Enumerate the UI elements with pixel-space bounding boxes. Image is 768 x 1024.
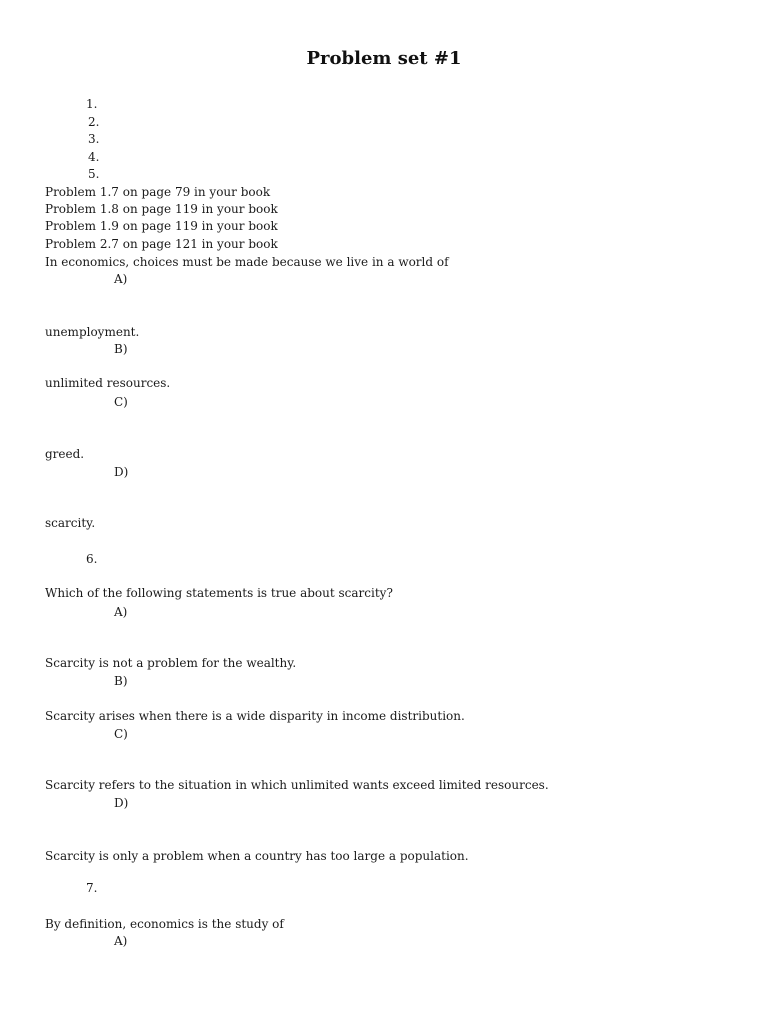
q6-option-c-text: Scarcity refers to the situation in which unlimited wants exceed limited resources. (45, 778, 549, 792)
question-7-text: By definition, economics is the study of (45, 917, 284, 931)
q6-option-a-label: A) (114, 605, 128, 619)
list-number-4: 4. (88, 150, 100, 164)
q6-option-d-text: Scarcity is only a problem when a country has too large a population. (45, 849, 469, 863)
page-title: Problem set #1 (306, 48, 462, 69)
list-number-3: 3. (88, 132, 100, 146)
q6-option-c-label: C) (114, 727, 128, 741)
q7-option-a-label: A) (114, 934, 128, 948)
question-5-text: In economics, choices must be made because we live in a world of (45, 255, 449, 269)
q6-option-b-label: B) (114, 674, 128, 688)
question-6-number: 6. (86, 552, 98, 566)
q6-option-b-text: Scarcity arises when there is a wide disparity in income distribution. (45, 709, 465, 723)
problem-line-4: Problem 2.7 on page 121 in your book (45, 237, 278, 251)
q5-option-d-label: D) (114, 465, 129, 479)
q5-option-b-text: unlimited resources. (45, 376, 171, 390)
q5-option-c-text: greed. (45, 447, 85, 461)
list-number-5: 5. (88, 167, 100, 181)
question-7-number: 7. (86, 881, 98, 895)
question-6-text: Which of the following statements is true about scarcity? (45, 586, 393, 600)
q5-option-d-text: scarcity. (45, 516, 96, 530)
problem-line-2: Problem 1.8 on page 119 in your book (45, 202, 278, 216)
q5-option-a-text: unemployment. (45, 325, 140, 339)
problem-line-1: Problem 1.7 on page 79 in your book (45, 185, 271, 199)
q5-option-b-label: B) (114, 342, 128, 356)
q5-option-a-label: A) (114, 272, 128, 286)
problem-line-3: Problem 1.9 on page 119 in your book (45, 219, 278, 233)
list-number-2: 2. (88, 115, 100, 129)
q5-option-c-label: C) (114, 395, 128, 409)
q6-option-a-text: Scarcity is not a problem for the wealthy. (45, 656, 297, 670)
q6-option-d-label: D) (114, 796, 129, 810)
list-number-1: 1. (86, 97, 98, 111)
